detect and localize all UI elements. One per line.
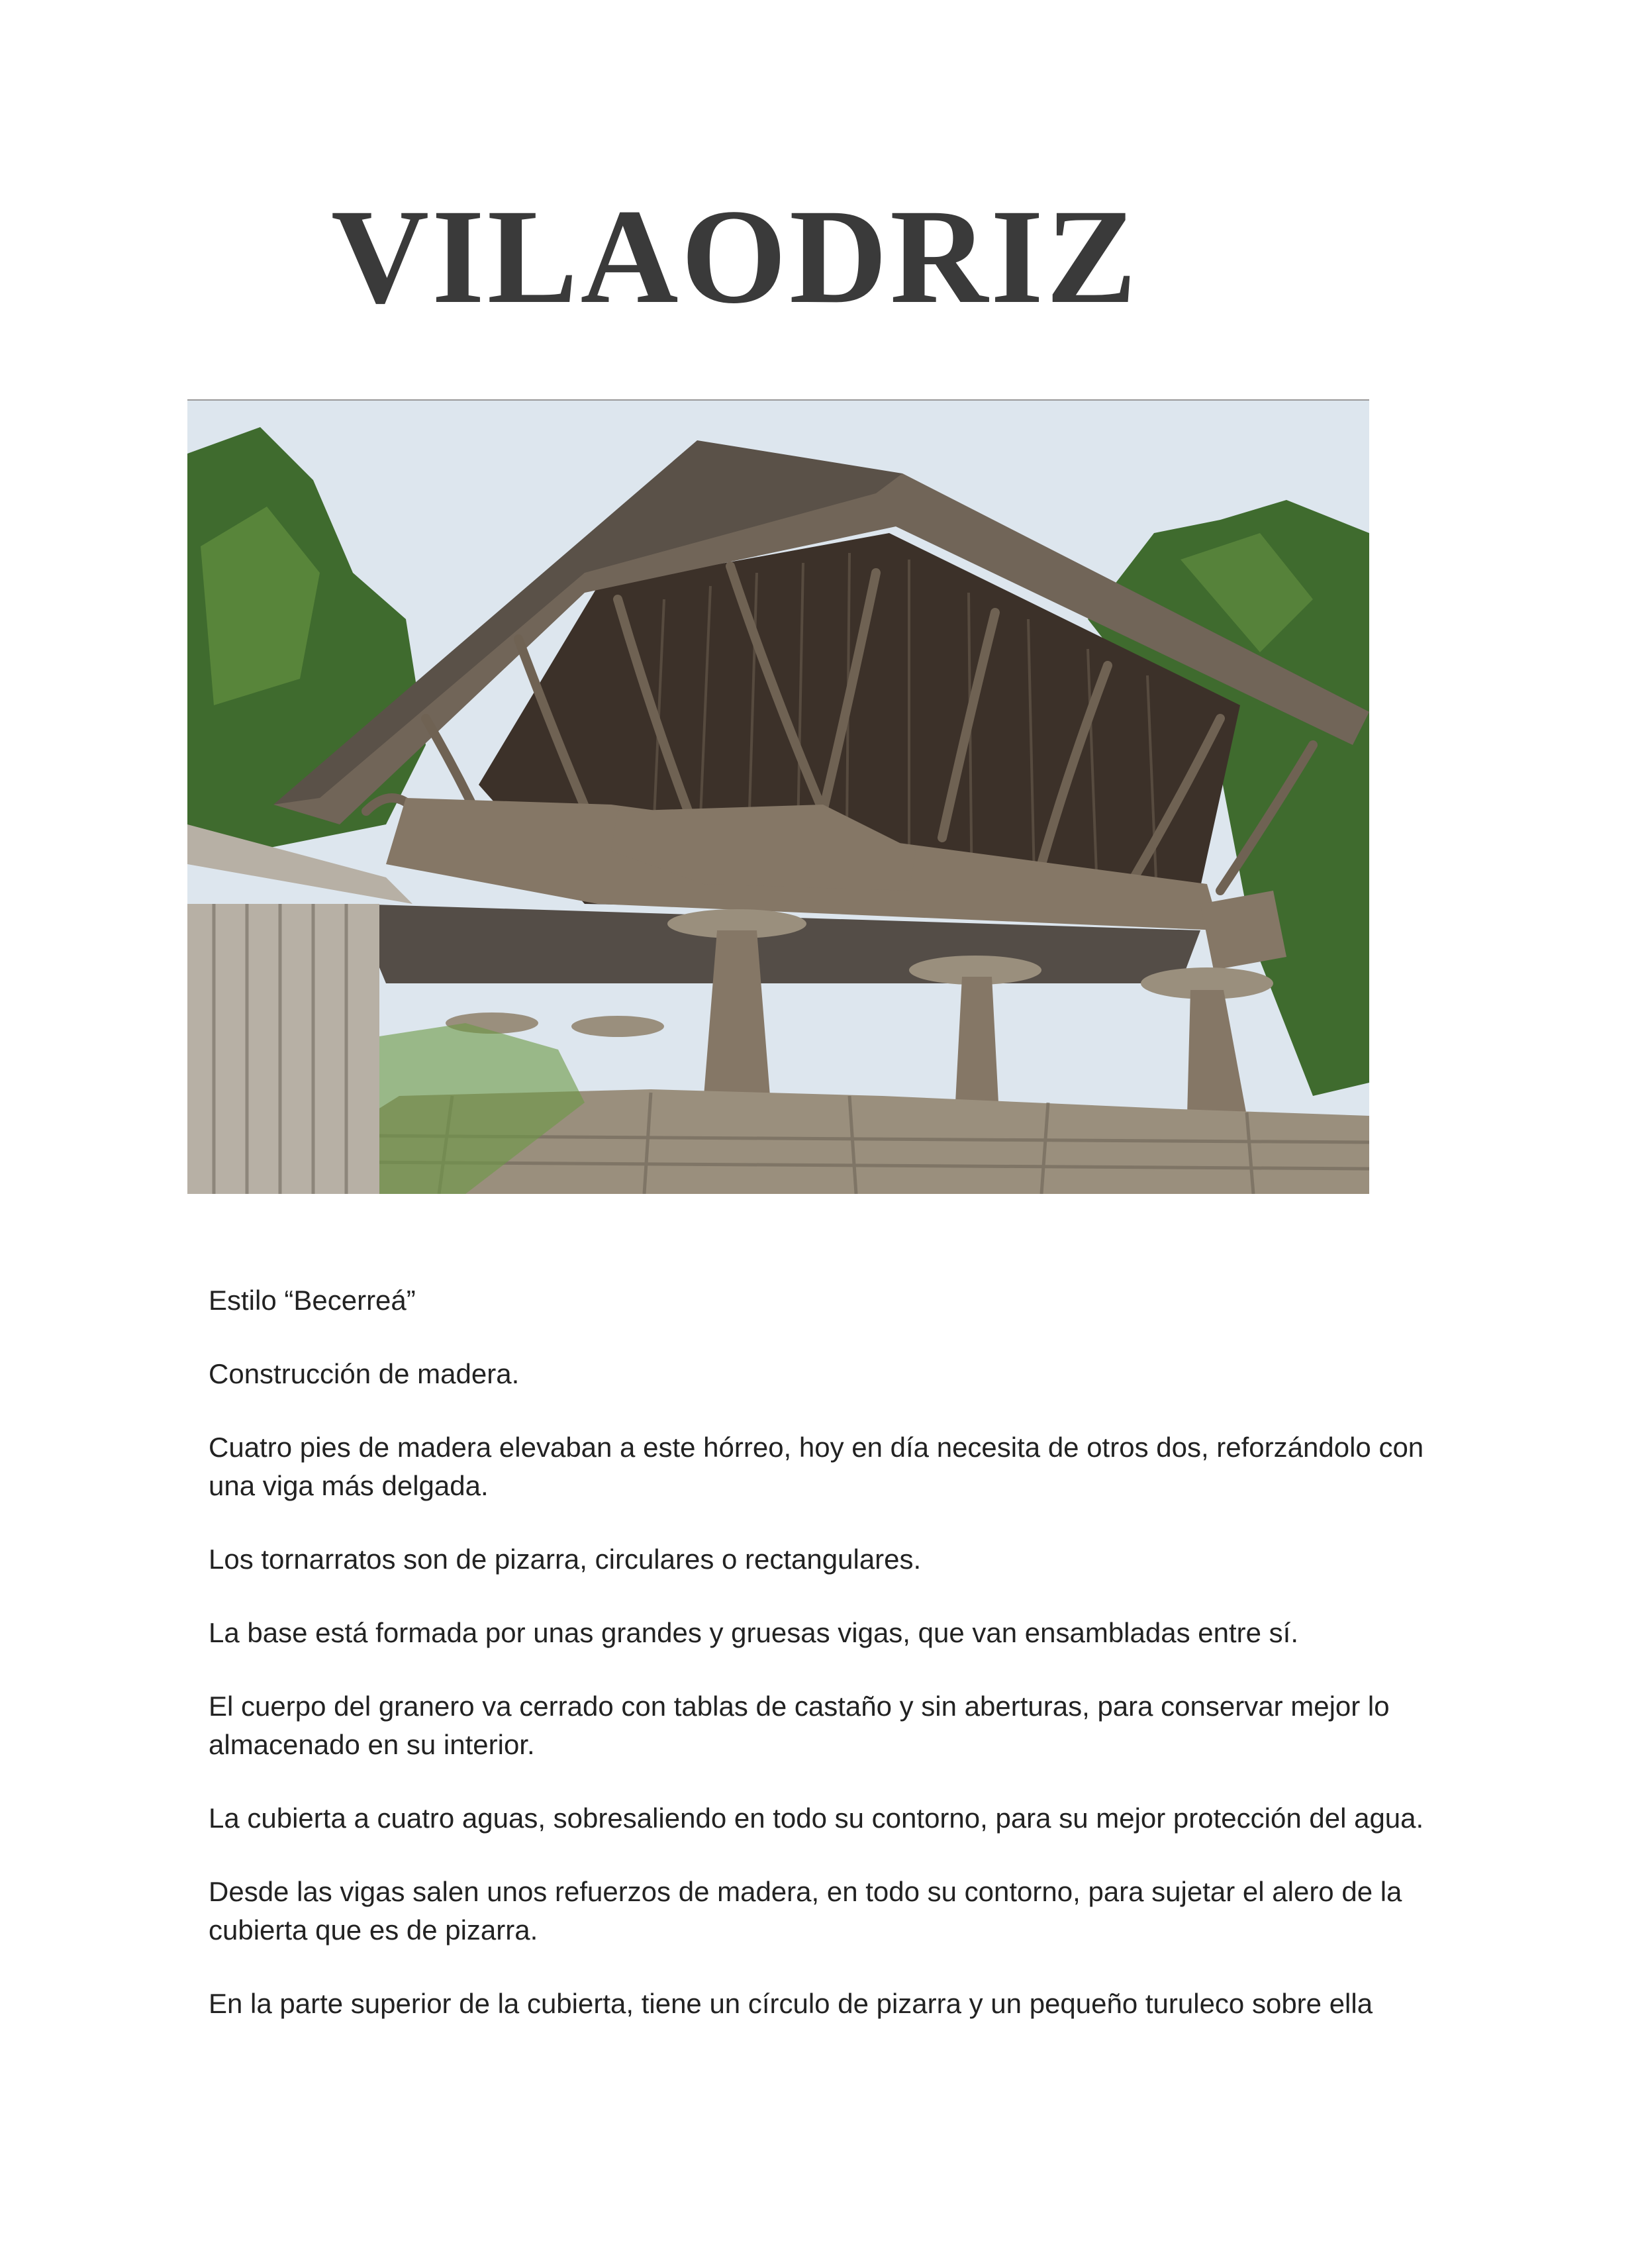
photo-shed-wall — [187, 904, 379, 1194]
paragraph-roof: La cubierta a cuatro aguas, sobresaliendo en todo su contorno, para su mejor protección del agua. — [209, 1802, 1424, 1834]
body-text — [209, 1281, 1467, 2058]
page-title: VILAODRIZ — [331, 181, 1139, 332]
paragraph-base: La base está formada por unas grandes y gruesas vigas, que van ensambladas entre sí. — [209, 1617, 1298, 1648]
paragraph-tornarratos: Los tornarratos son de pizarra, circulares o rectangulares. — [209, 1544, 922, 1575]
horreo-photo — [187, 399, 1369, 1194]
paragraph-style: Estilo “Becerreá” — [209, 1285, 416, 1316]
photo-beam-end-right — [1200, 891, 1286, 970]
paragraph-construction: Construcción de madera. — [209, 1358, 520, 1389]
paragraph-body: El cuerpo del granero va cerrado con tablas de castaño y sin aberturas, para conservar mejor lo almacenado en su interior. — [209, 1691, 1390, 1760]
paragraph-feet: Cuatro pies de madera elevaban a este hórreo, hoy en día necesita de otros dos, reforzándolo con una viga más delgada. — [209, 1432, 1424, 1501]
paragraph-top: En la parte superior de la cubierta, tiene un círculo de pizarra y un pequeño turuleco sobre ella — [209, 1988, 1373, 2019]
paragraph-braces: Desde las vigas salen unos refuerzos de madera, en todo su contorno, para sujetar el alero de la cubierta que es de pizarra. — [209, 1876, 1402, 1946]
